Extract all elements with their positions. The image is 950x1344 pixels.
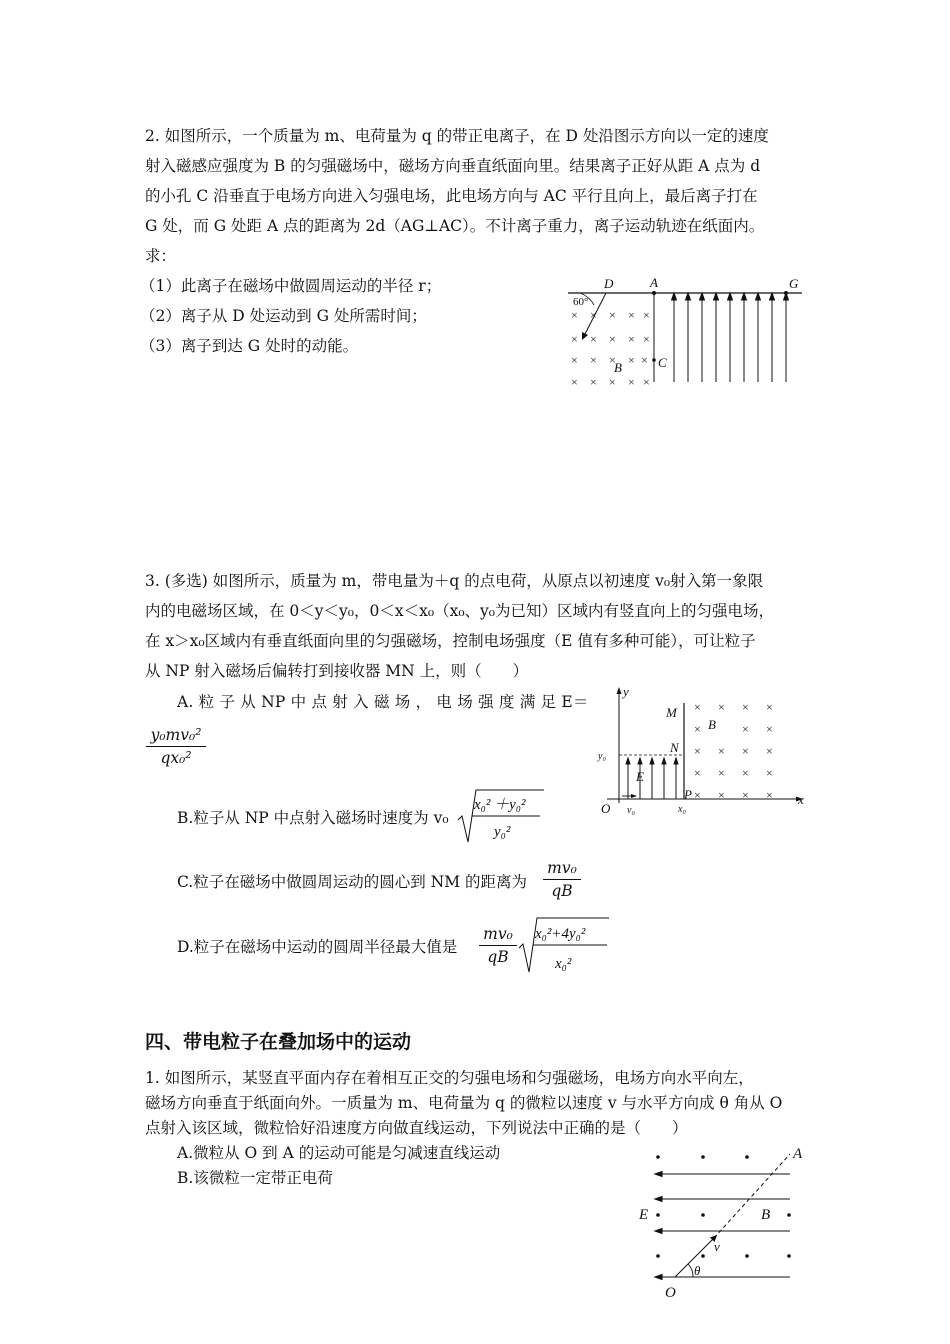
q3-label-y: y	[623, 685, 629, 699]
q2-point-a	[652, 291, 656, 295]
svg-text:×: ×	[718, 700, 725, 714]
q2-label-d: D	[604, 276, 614, 291]
svg-text:×: ×	[742, 722, 749, 736]
svg-text:×: ×	[766, 700, 773, 714]
q3-option-d-fraction	[479, 924, 517, 967]
svg-text:×: ×	[766, 788, 773, 802]
svg-text:×: ×	[571, 332, 578, 346]
q3-label-o: O	[601, 801, 611, 816]
q2-sub-question-2: （2）离子从 D 处运动到 G 处所需时间；	[140, 307, 427, 325]
s4q1-label-theta: θ	[694, 1263, 701, 1278]
q2-point-c	[652, 358, 656, 362]
svg-text:×: ×	[590, 332, 597, 346]
svg-text:×: ×	[643, 375, 650, 389]
s4q1-line-1: 1. 如图所示，某竖直平面内存在着相互正交的匀强电场和匀强磁场，电场方向水平向左，	[145, 1069, 754, 1087]
svg-text:×: ×	[628, 375, 635, 389]
svg-text:×: ×	[628, 353, 635, 367]
q3-option-a: A. 粒 子 从 NP 中 点 射 入 磁 场 ， 电 场 强 度 满 足 E＝	[177, 693, 589, 711]
q3-label-v0: v₀	[627, 805, 635, 816]
q3-option-a-fraction	[146, 725, 206, 768]
q3-option-d-denominator: qB	[487, 948, 509, 966]
s4q1-label-a: A	[793, 1146, 803, 1162]
svg-text:×: ×	[571, 353, 578, 367]
svg-text:×: ×	[766, 766, 773, 780]
q2-line-5: 求：	[145, 247, 177, 265]
svg-text:×: ×	[766, 744, 773, 758]
svg-text:×: ×	[718, 766, 725, 780]
q2-label-c: C	[658, 355, 667, 370]
q3-option-c-fraction	[543, 858, 581, 901]
s4q1-label-e: E	[639, 1207, 649, 1223]
q3-option-c-denominator: qB	[551, 882, 573, 900]
q3-line-1: 3. (多选) 如图所示，质量为 m，带电量为＋q 的点电荷，从原点以初速度 v₀射入第一象限	[145, 572, 764, 590]
q3-option-d-radical	[517, 914, 611, 978]
svg-text:×: ×	[628, 308, 635, 322]
q3-option-d: D.粒子在磁场中运动的圆周半径最大值是	[177, 938, 458, 956]
q3-label-p: P	[684, 787, 692, 802]
q3-option-c-numerator: mv₀	[547, 859, 577, 877]
s4q1-figure	[630, 1140, 810, 1300]
svg-text:×: ×	[742, 766, 749, 780]
q3-option-b-radical	[456, 786, 546, 848]
q3-label-b: B	[708, 717, 716, 732]
q3-option-d-rad-num: x₀²+4y₀²	[535, 926, 586, 942]
svg-text:×: ×	[694, 700, 701, 714]
q2-label-g: G	[789, 276, 799, 291]
svg-text:×: ×	[718, 788, 725, 802]
q2-line-1: 2. 如图所示，一个质量为 m、电荷量为 q 的带正电离子，在 D 处沿图示方向以一定的速度	[145, 127, 769, 145]
s4q1-label-o: O	[665, 1285, 676, 1300]
svg-text:×: ×	[590, 308, 597, 322]
q3-option-c: C.粒子在磁场中做圆周运动的圆心到 NM 的距离为	[177, 873, 528, 891]
svg-text:×: ×	[742, 700, 749, 714]
q3-label-x: x	[798, 792, 804, 807]
svg-text:×: ×	[742, 744, 749, 758]
svg-text:×: ×	[609, 332, 616, 346]
q2-label-a: A	[650, 275, 658, 290]
q3-figure	[592, 685, 812, 820]
s4q1-line-2: 磁场方向垂直于纸面向外。一质量为 m、电荷量为 q 的微粒以速度 v 与水平方向成 θ 角从 O	[145, 1094, 783, 1112]
q2-figure	[560, 272, 810, 392]
svg-text:×: ×	[590, 353, 597, 367]
s4q1-line-3: 点射入该区域，微粒恰好沿速度方向做直线运动，下列说法中正确的是（ ）	[145, 1119, 688, 1137]
q3-fig-cross: ×	[694, 788, 701, 802]
svg-text:×: ×	[571, 308, 578, 322]
svg-text:×: ×	[590, 375, 597, 389]
section-4-heading: 四、带电粒子在叠加场中的运动	[145, 1031, 412, 1053]
svg-text:×: ×	[718, 744, 725, 758]
q2-sub-question-1: （1）此离子在磁场中做圆周运动的半径 r；	[140, 277, 442, 295]
svg-text:×: ×	[643, 332, 650, 346]
svg-text:×: ×	[571, 375, 578, 389]
svg-text:×: ×	[609, 375, 616, 389]
s4q1-option-b: B.该微粒一定带正电荷	[177, 1169, 333, 1187]
q3-option-b-rad-num: x₀² ＋y₀²	[474, 797, 526, 813]
svg-text:×: ×	[694, 722, 701, 736]
svg-text:×: ×	[694, 766, 701, 780]
q3-option-d-rad-den: x₀²	[555, 956, 572, 972]
q3-label-x0: x₀	[678, 804, 686, 815]
s4q1-label-v: v	[714, 1239, 720, 1254]
q3-option-d-numerator: mv₀	[483, 925, 513, 943]
s4q1-option-a: A.微粒从 O 到 A 的运动可能是匀减速直线运动	[177, 1144, 501, 1162]
q3-option-a-denominator: qx₀²	[160, 749, 192, 767]
q2-line-3: 的小孔 C 沿垂直于电场方向进入匀强电场，此电场方向与 AC 平行且向上，最后离子打在	[145, 187, 758, 205]
svg-text:×: ×	[609, 353, 616, 367]
q3-label-y0: y₀	[598, 751, 606, 762]
q2-line-2: 射入磁感应强度为 B 的匀强磁场中，磁场方向垂直纸面向里。结果离子正好从距 A 点为 d	[145, 157, 761, 175]
q2-line-4: G 处，而 G 处距 A 点的距离为 2d（AG⊥AC）。不计离子重力，离子运动轨迹在纸面内。	[145, 217, 765, 235]
svg-text:×: ×	[641, 353, 648, 367]
q3-label-m: M	[666, 705, 677, 720]
svg-text:×: ×	[694, 744, 701, 758]
q3-line-4: 从 NP 射入磁场后偏转打到接收器 MN 上，则（ ）	[145, 662, 529, 680]
q3-option-a-numerator: y₀mv₀²	[150, 726, 202, 744]
q2-sub-question-3: （3）离子到达 G 处时的动能。	[140, 337, 359, 355]
q3-label-e: E	[636, 769, 644, 784]
svg-text:×: ×	[609, 308, 616, 322]
svg-text:×: ×	[766, 722, 773, 736]
s4q1-label-b: B	[761, 1207, 771, 1223]
q3-label-n: N	[670, 740, 679, 755]
q2-angle-label: 60°	[573, 296, 589, 308]
svg-text:×: ×	[643, 308, 650, 322]
svg-text:×: ×	[742, 788, 749, 802]
q3-option-b: B.粒子从 NP 中点射入磁场时速度为 v₀	[177, 809, 449, 827]
q2-point-g	[784, 291, 788, 295]
q3-option-b-rad-den: y₀²	[494, 824, 511, 840]
q3-line-3: 在 x＞x₀区域内有垂直纸面向里的匀强磁场，控制电场强度（E 值有多种可能），可让粒子	[145, 632, 756, 650]
q2-label-b: B	[614, 360, 622, 375]
svg-text:×: ×	[628, 332, 635, 346]
q3-line-2: 内的电磁场区域，在 0＜y＜y₀，0＜x＜x₀（x₀、y₀为已知）区域内有竖直向上的匀强电场，	[145, 602, 775, 620]
